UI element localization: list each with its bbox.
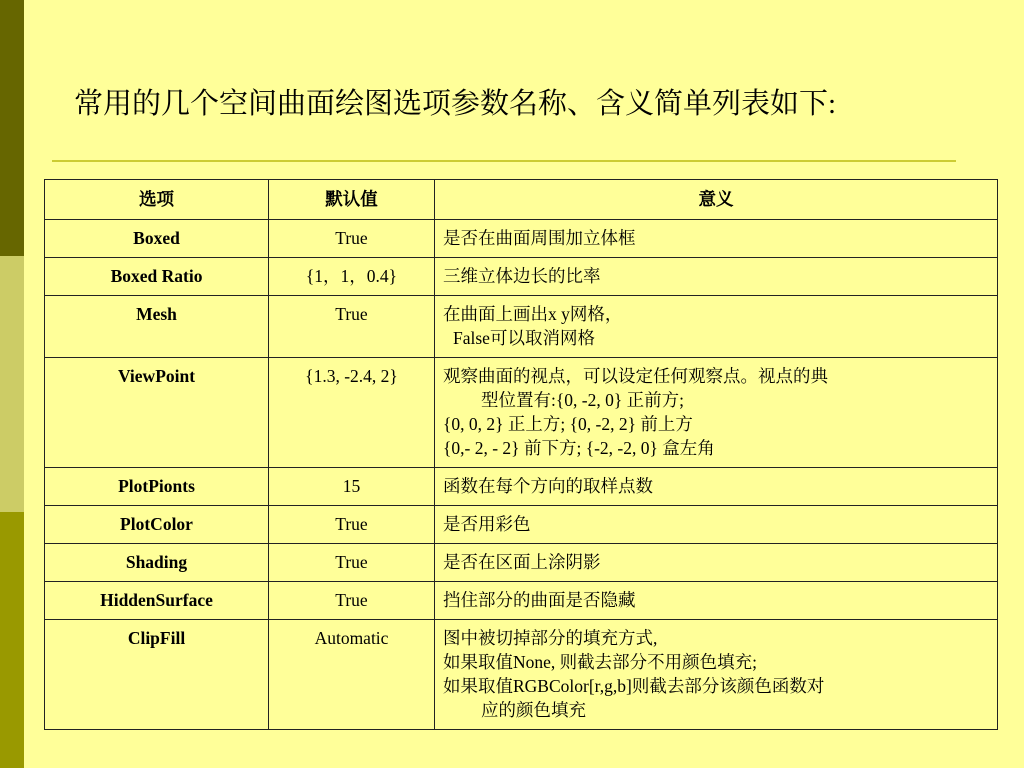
table-row <box>45 296 998 358</box>
meaning-line: 如果取值RGBColor[r,g,b]则截去部分该颜色函数对 <box>443 676 825 696</box>
header-default: 默认值 <box>269 180 435 220</box>
option-default: {1，1，0.4} <box>269 258 435 296</box>
option-default: 15 <box>269 468 435 506</box>
options-table <box>44 179 998 730</box>
option-name: Boxed <box>45 220 269 258</box>
header-option: 选项 <box>45 180 269 220</box>
option-meaning <box>435 220 998 258</box>
option-meaning <box>435 358 998 468</box>
option-meaning <box>435 468 998 506</box>
option-default: True <box>269 506 435 544</box>
option-meaning <box>435 582 998 620</box>
option-meaning <box>435 296 998 358</box>
table-row <box>45 582 998 620</box>
option-name: Mesh <box>45 296 269 358</box>
title-divider <box>52 160 956 162</box>
decorative-band-top <box>0 0 24 256</box>
table-header-row <box>45 180 998 220</box>
meaning-line: False可以取消网格 <box>453 328 595 348</box>
option-default: {1.3, -2.4, 2} <box>269 358 435 468</box>
table-row <box>45 468 998 506</box>
header-meaning: 意义 <box>435 180 998 220</box>
option-name: ClipFill <box>45 620 269 730</box>
meaning-line: 是否在区面上涂阴影 <box>443 552 601 572</box>
table-row <box>45 258 998 296</box>
option-name: ViewPoint <box>45 358 269 468</box>
option-default: True <box>269 296 435 358</box>
decorative-band-middle <box>0 256 24 512</box>
option-name: PlotColor <box>45 506 269 544</box>
option-default: Automatic <box>269 620 435 730</box>
meaning-line: 是否在曲面周围加立体框 <box>443 228 636 248</box>
meaning-line: 在曲面上画出x y网格， <box>443 304 623 324</box>
table-row <box>45 620 998 730</box>
option-meaning <box>435 620 998 730</box>
decorative-band-bottom <box>0 512 24 768</box>
meaning-line: 如果取值None, 则截去部分不用颜色填充; <box>443 652 758 672</box>
meaning-line: 应的颜色填充 <box>481 700 586 720</box>
meaning-line: 函数在每个方向的取样点数 <box>443 476 653 496</box>
meaning-line: 挡住部分的曲面是否隐藏 <box>443 590 636 610</box>
option-default: True <box>269 582 435 620</box>
meaning-line: 观察曲面的视点，可以设定任何观察点。视点的典 <box>443 366 828 386</box>
option-meaning <box>435 506 998 544</box>
meaning-line: {0,- 2, - 2} 前下方; {-2, -2, 0} 盒左角 <box>443 438 715 458</box>
table-row <box>45 544 998 582</box>
slide-title: 常用的几个空间曲面绘图选项参数名称、含义简单列表如下: <box>74 88 837 120</box>
option-name: HiddenSurface <box>45 582 269 620</box>
option-name: PlotPionts <box>45 468 269 506</box>
meaning-line: {0, 0, 2} 正上方; {0, -2, 2} 前上方 <box>443 414 693 434</box>
option-default: True <box>269 220 435 258</box>
option-meaning <box>435 258 998 296</box>
table-row <box>45 358 998 468</box>
meaning-line: 图中被切掉部分的填充方式, <box>443 628 658 648</box>
meaning-line: 型位置有:{0, -2, 0} 正前方; <box>481 390 684 410</box>
option-name: Shading <box>45 544 269 582</box>
table-row <box>45 220 998 258</box>
option-default: True <box>269 544 435 582</box>
meaning-line: 三维立体边长的比率 <box>443 266 601 286</box>
meaning-line: 是否用彩色 <box>443 514 531 534</box>
table-row <box>45 506 998 544</box>
option-meaning <box>435 544 998 582</box>
option-name: Boxed Ratio <box>45 258 269 296</box>
